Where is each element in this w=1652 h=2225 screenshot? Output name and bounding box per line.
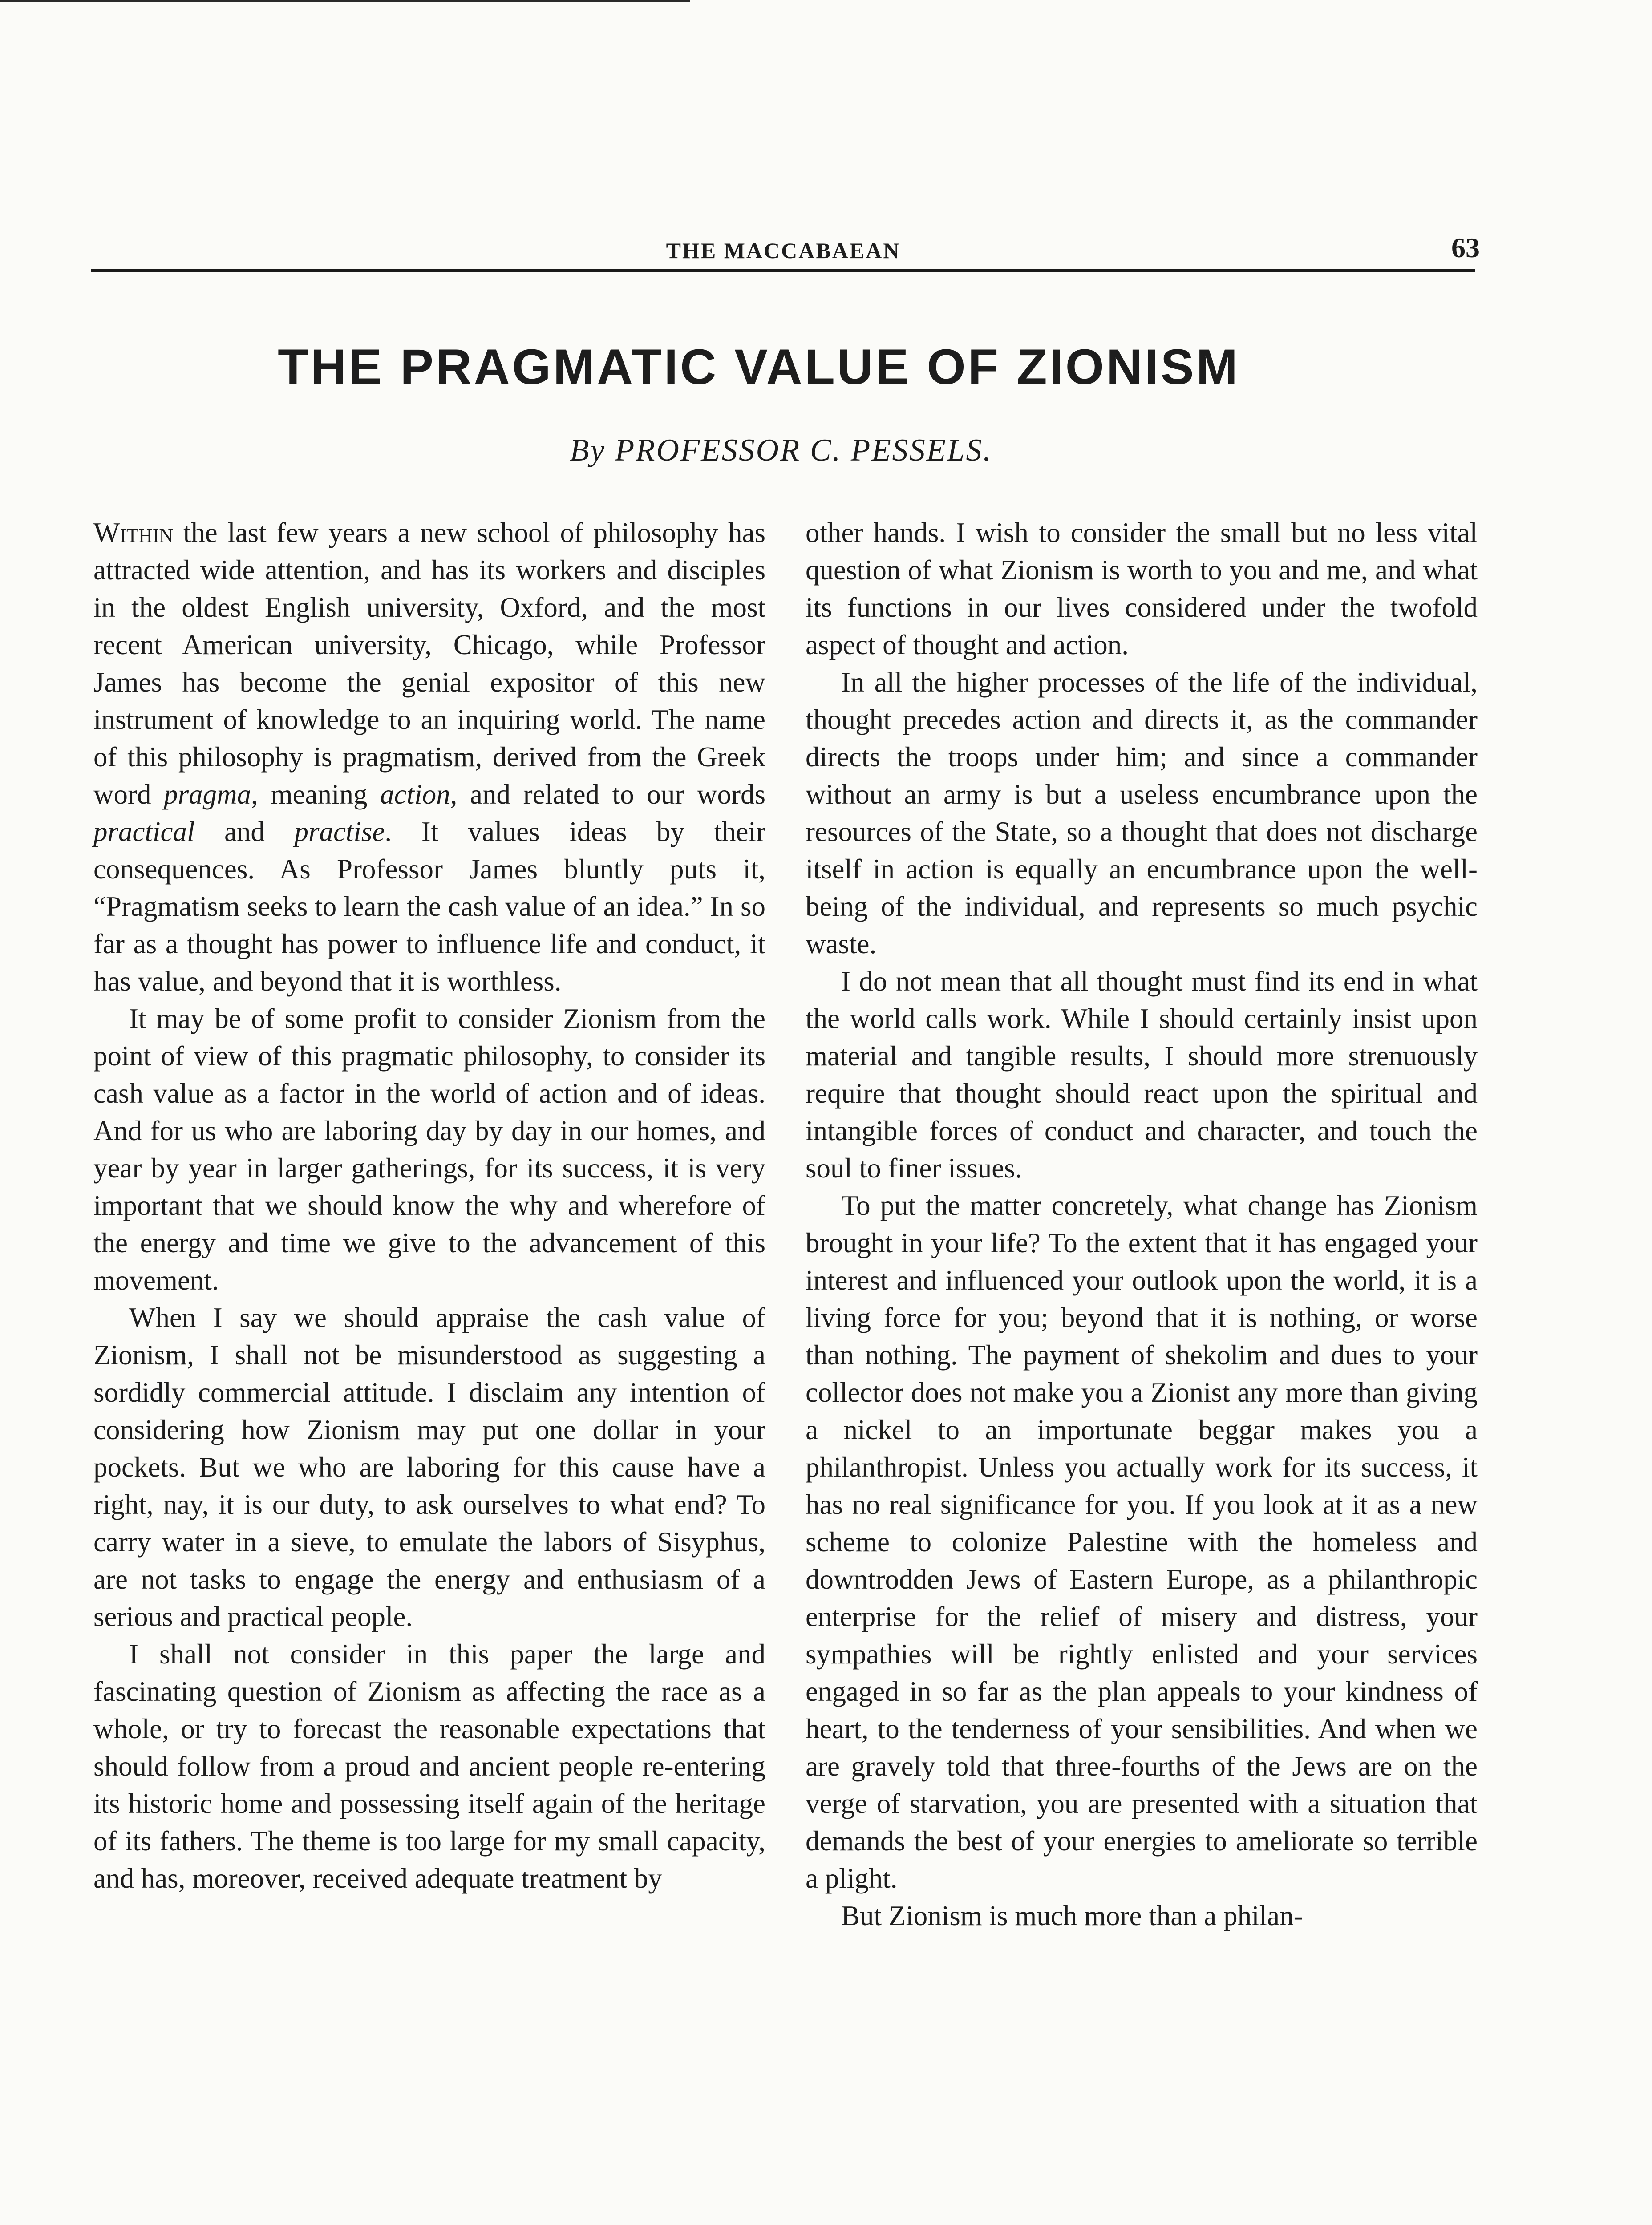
paragraph: But Zionism is much more than a philan-	[841, 1900, 1303, 1931]
running-header	[91, 231, 1480, 272]
dropword: Within	[93, 517, 174, 548]
paragraph: In all the higher processes of the life of the individual, thought precedes action and directs it, as the commander directs the troops under him; and since a commander without an army is but a useless encumbrance upon the resources of the State, so a thought that does not discharge itself in action is equally an encumbrance upon the well-being of the individual, and represents so much psychic waste.	[806, 667, 1478, 959]
paragraph: other hands. I wish to consider the small but no less vital question of what Zionism is worth to you and me, and what its functions in our lives considered under the twofold aspect of thought and action.	[806, 517, 1478, 660]
left-column	[93, 514, 765, 1897]
running-title: THE MACCABAEAN	[666, 238, 901, 263]
top-rule	[0, 0, 690, 2]
page-number: 63	[1451, 232, 1480, 263]
paragraph: I do not mean that all thought must find its end in what the world calls work. While I should certainly insist upon material and tangible results, I should more strenuously require that thought should react upon the spiritual and intangible forces of conduct and character, and touch the soul to finer issues.	[806, 966, 1478, 1184]
article-title: THE PRAGMATIC VALUE OF ZIONISM	[278, 339, 1240, 395]
paragraph: It may be of some profit to consider Zionism from the point of view of this pragmatic philosophy, to consider its cash value as a factor in the world of action and of ideas. And for us who are laboring day by day in our homes, and year by year in larger gatherings, for its success, it is very important that we should know the why and wherefore of the energy and time we give to the advancement of this movement.	[93, 1003, 765, 1296]
paragraph: Within the last few years a new school of philosophy has attracted wide attention, and has its workers and disciples in the oldest English university, Oxford, and the most recent American university, Chicago, while Professor James has become the genial expositor of this new instrument of knowledge to an inquiring world. The name of this philosophy is pragmatism, derived from the Greek word pragma, meaning action, and related to our words practical and practise. It values ideas by their consequences. As Professor James bluntly puts it, “Pragmatism seeks to learn the cash value of an idea.” In so far as a thought has power to influence life and conduct, it has value, and beyond that it is worthless.	[93, 517, 766, 997]
byline: By PROFESSOR C. PESSELS.	[570, 433, 992, 468]
paragraph: To put the matter concretely, what change has Zionism brought in your life? To the extent that it has engaged your interest and influenced your outlook upon the world, it is a living force for you; beyond that it is nothing, or worse than nothing. The payment of shekolim and dues to your collector does not make you a Zionist any more than giving a nickel to an importunate beggar makes you a philanthropist. Unless you actually work for its success, it has no real significance for you. If you look at it as a new scheme to colonize Palestine with the homeless and downtrodden Jews of Eastern Europe, as a philanthropic enterprise for the relief of misery and distress, your sympathies will be rightly enlisted and your services engaged in so far as the plan appeals to your kindness of heart, to the tenderness of your sensibilities. And when we are gravely told that three-fourths of the Jews are on the verge of starvation, you are presented with a situation that demands the best of your energies to ameliorate so terrible a plight.	[806, 1190, 1478, 1894]
right-column	[806, 514, 1478, 1934]
paragraph: When I say we should appraise the cash value of Zionism, I shall not be misunderstood as suggesting a sordidly commercial attitude. I disclaim any intention of considering how Zionism may put one dollar in your pockets. But we who are laboring for this cause have a right, nay, it is our duty, to ask ourselves to what end? To carry water in a sieve, to emulate the labors of Sisyphus, are not tasks to engage the energy and enthusiasm of a serious and practical people.	[93, 1302, 765, 1632]
paragraph: I shall not consider in this paper the large and fascinating question of Zionism as affecting the race as a whole, or try to forecast the reasonable expectations that should follow from a proud and ancient people re-entering its historic home and possessing itself again of the heritage of its fathers. The theme is too large for my small capacity, and has, moreover, received adequate treatment by	[93, 1638, 765, 1894]
